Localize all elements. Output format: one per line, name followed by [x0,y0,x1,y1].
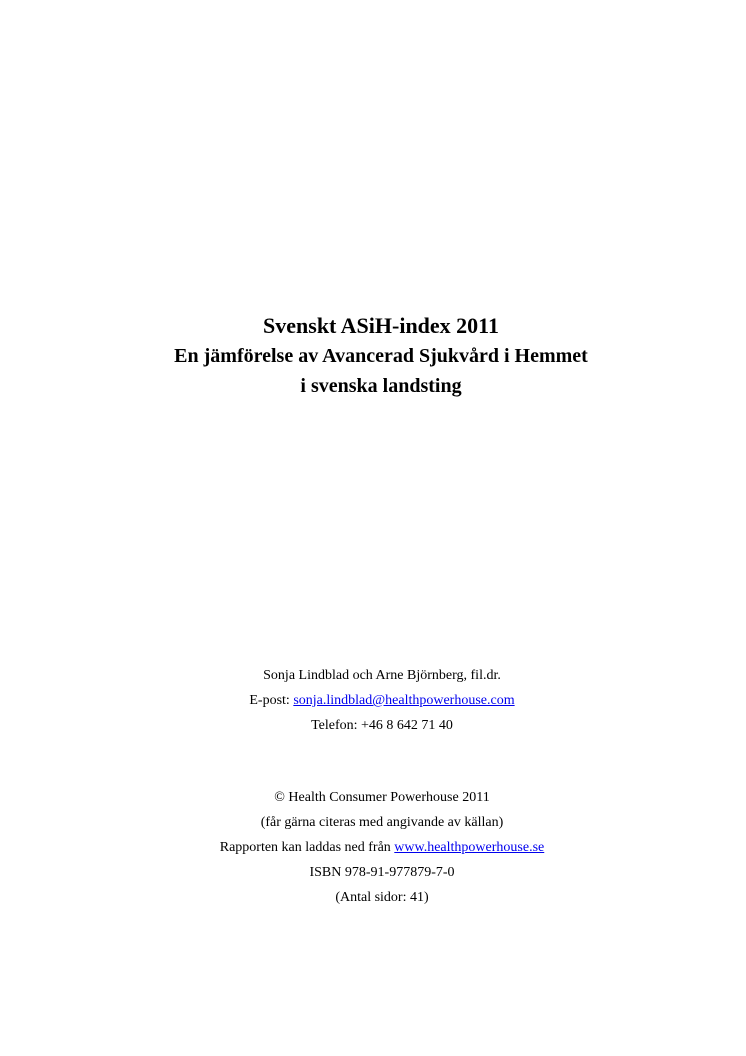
title-block [0,311,746,401]
website-link[interactable]: www.healthpowerhouse.se [394,840,545,855]
author-names: Sonja Lindblad och Arne Björnberg, fil.dr. [263,668,501,683]
document-subtitle-line-1: En jämförelse av Avancerad Sjukvård i Hemmet [174,345,588,367]
download-line [0,835,746,860]
phone-line: Telefon: +46 8 642 71 40 [311,718,453,733]
document-subtitle-line-2: i svenska landsting [300,375,462,397]
author-block [0,663,746,738]
citation-note: (får gärna citeras med angivande av källan) [260,815,504,830]
email-link[interactable]: sonja.lindblad@healthpowerhouse.com [293,693,515,708]
copyright-notice: © Health Consumer Powerhouse 2011 [274,790,490,805]
download-label: Rapporten kan laddas ned från [219,840,395,855]
publication-block [0,785,746,910]
email-line [0,688,746,713]
page-count: (Antal sidor: 41) [335,890,429,905]
isbn-number: ISBN 978-91-977879-7-0 [309,865,455,880]
document-title: Svenskt ASiH-index 2011 [263,313,499,338]
email-label: E-post: [249,693,294,708]
